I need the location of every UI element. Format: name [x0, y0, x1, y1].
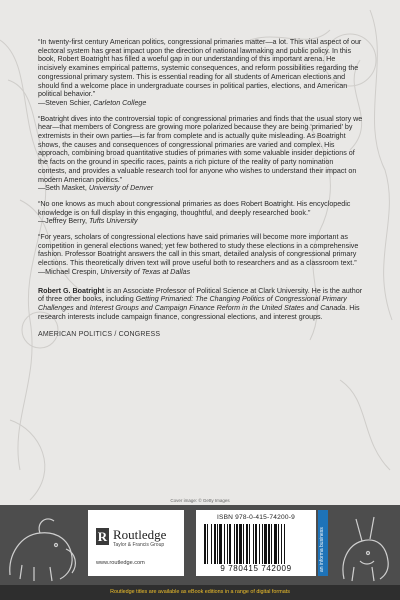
author-bio-text: is an Associate Professor of Political Science at Clark University. He is the author of three other books, including	[38, 286, 363, 304]
barcode-icon	[202, 524, 310, 564]
barcode-bar	[214, 524, 216, 564]
barcode-bar	[224, 524, 225, 564]
donkey-sketch-icon	[330, 505, 400, 585]
publisher-group: Taylor & Francis Group	[113, 542, 165, 548]
attribution-institution: University of Denver	[88, 184, 154, 193]
book-title: Interest Groups and Campaign Finance Reform in the United States and Canada	[89, 303, 346, 312]
quote-attribution	[38, 268, 363, 277]
barcode-bar	[262, 524, 263, 564]
publisher-logo-panel	[88, 510, 184, 576]
barcode-bar	[217, 524, 218, 564]
attribution-institution: Tufts University	[88, 217, 138, 226]
barcode-bar	[234, 524, 235, 564]
publisher-name: Routledge	[113, 527, 167, 542]
cover-image-credit: Cover image: © Getty Images	[170, 498, 230, 503]
book-title: Getting Primaried: The Changing Politics of Congressional Primary Challenges	[38, 295, 347, 312]
endorsement-quote	[38, 38, 363, 108]
quote-text: “For years, scholars of congressional elections have said primaries will become more important as competition in general elections waned; yet few bothered to study these elections in a comprehensive fashion. Professor Boatright answers the call in this smart, detailed analysis of congressional primary elections. This theoretically driven text will prove useful both to researchers and as a classroom text.”	[38, 233, 359, 268]
barcode-bar	[236, 524, 238, 564]
informa-badge	[318, 510, 328, 576]
barcode-bar	[229, 524, 231, 564]
attribution-institution: University of Texas at Dallas	[100, 267, 191, 276]
quote-attribution	[38, 217, 363, 226]
barcode-bar	[207, 524, 208, 564]
quote-text: “Boatright dives into the controversial topic of congressional primaries and finds that the usual story we hear—that members of Congress are growing more polarized because they are being ‘primaried’ by extremists in their own parties—is far from complete and is actually quite misleading. As Boatright shows, the causes and consequences of congressional primaries are varied and complex. His approach, combining broad quantitative studies of primaries with some valuable insider depictions of the facts on the ground in specific races, paints a rich picture of the reality of party nomination contests, and provides a valuable research tool for anyone who wishes to understand their impact on modern American politics.”	[38, 114, 363, 184]
author-name: Robert G. Boatright	[38, 286, 105, 295]
attribution-institution: Carleton College	[93, 98, 147, 107]
endorsement-quote	[38, 200, 363, 226]
barcode-bar	[255, 524, 257, 564]
blurb-area	[38, 38, 363, 340]
barcode-number: 9 780415 742009	[220, 564, 292, 573]
barcode-bar	[204, 524, 206, 564]
author-bio	[38, 287, 363, 322]
attribution-name: —Jeffrey Berry,	[38, 217, 87, 226]
elephant-sketch-icon	[0, 505, 86, 585]
quote-text: “In twenty-first century American politics, congressional primaries matter—a lot. This vital aspect of our electoral system has great impact upon the direction of national lawmaking and public policy. In this book, Robert Boatright has filled a woeful gap in our understanding of this important arena. He incisively examines empirical patterns, systemic consequences, and reform possibilities regarding the congressional primary system. This is essential reading for all students of American elections and should find a welcome place in undergraduate courses in political parties, elections, and American political behavior.”	[38, 38, 362, 99]
subject-category: AMERICAN POLITICS / CONGRESS	[38, 331, 161, 339]
barcode-bar	[259, 524, 260, 564]
publisher-url: www.routledge.com	[96, 560, 145, 566]
barcode-bar	[211, 524, 212, 564]
quote-text: “No one knows as much about congressional primaries as does Robert Boatright. His encyclopedic knowledge is on full display in this engaging, thoughtful, and deeply researched book.”	[38, 199, 351, 217]
barcode-bar	[264, 524, 267, 564]
endorsement-quote	[38, 115, 363, 193]
barcode-bar	[219, 524, 222, 564]
barcode-bar	[239, 524, 242, 564]
quote-attribution	[38, 184, 363, 193]
barcode-bar	[249, 524, 250, 564]
attribution-name: —Seth Masket,	[38, 184, 87, 193]
barcode-bar	[253, 524, 254, 564]
barcode-bar	[271, 524, 272, 564]
ebook-notice: Routledge titles are available as eBook editions in a range of digital formats	[0, 585, 400, 600]
barcode-bar	[268, 524, 270, 564]
author-bio-text: and	[73, 303, 90, 312]
routledge-logo-icon: R	[97, 529, 108, 544]
informa-text: an informa business	[319, 527, 325, 572]
isbn-label: ISBN 978-0-415-74200-9	[216, 514, 296, 521]
barcode-bar	[246, 524, 248, 564]
quote-attribution	[38, 99, 363, 108]
barcode-bar	[284, 524, 285, 564]
barcode-bar	[243, 524, 244, 564]
author-bio-text: . His research interests include campaign finance, congressional elections, and interest groups.	[38, 303, 360, 321]
attribution-name: —Michael Crespin,	[38, 267, 99, 276]
barcode-bar	[278, 524, 279, 564]
barcode-bar	[227, 524, 228, 564]
endorsement-quote	[38, 233, 363, 277]
attribution-name: —Steven Schier,	[38, 98, 92, 107]
barcode-bar	[281, 524, 282, 564]
barcode-panel	[196, 510, 316, 576]
barcode-bar	[274, 524, 277, 564]
